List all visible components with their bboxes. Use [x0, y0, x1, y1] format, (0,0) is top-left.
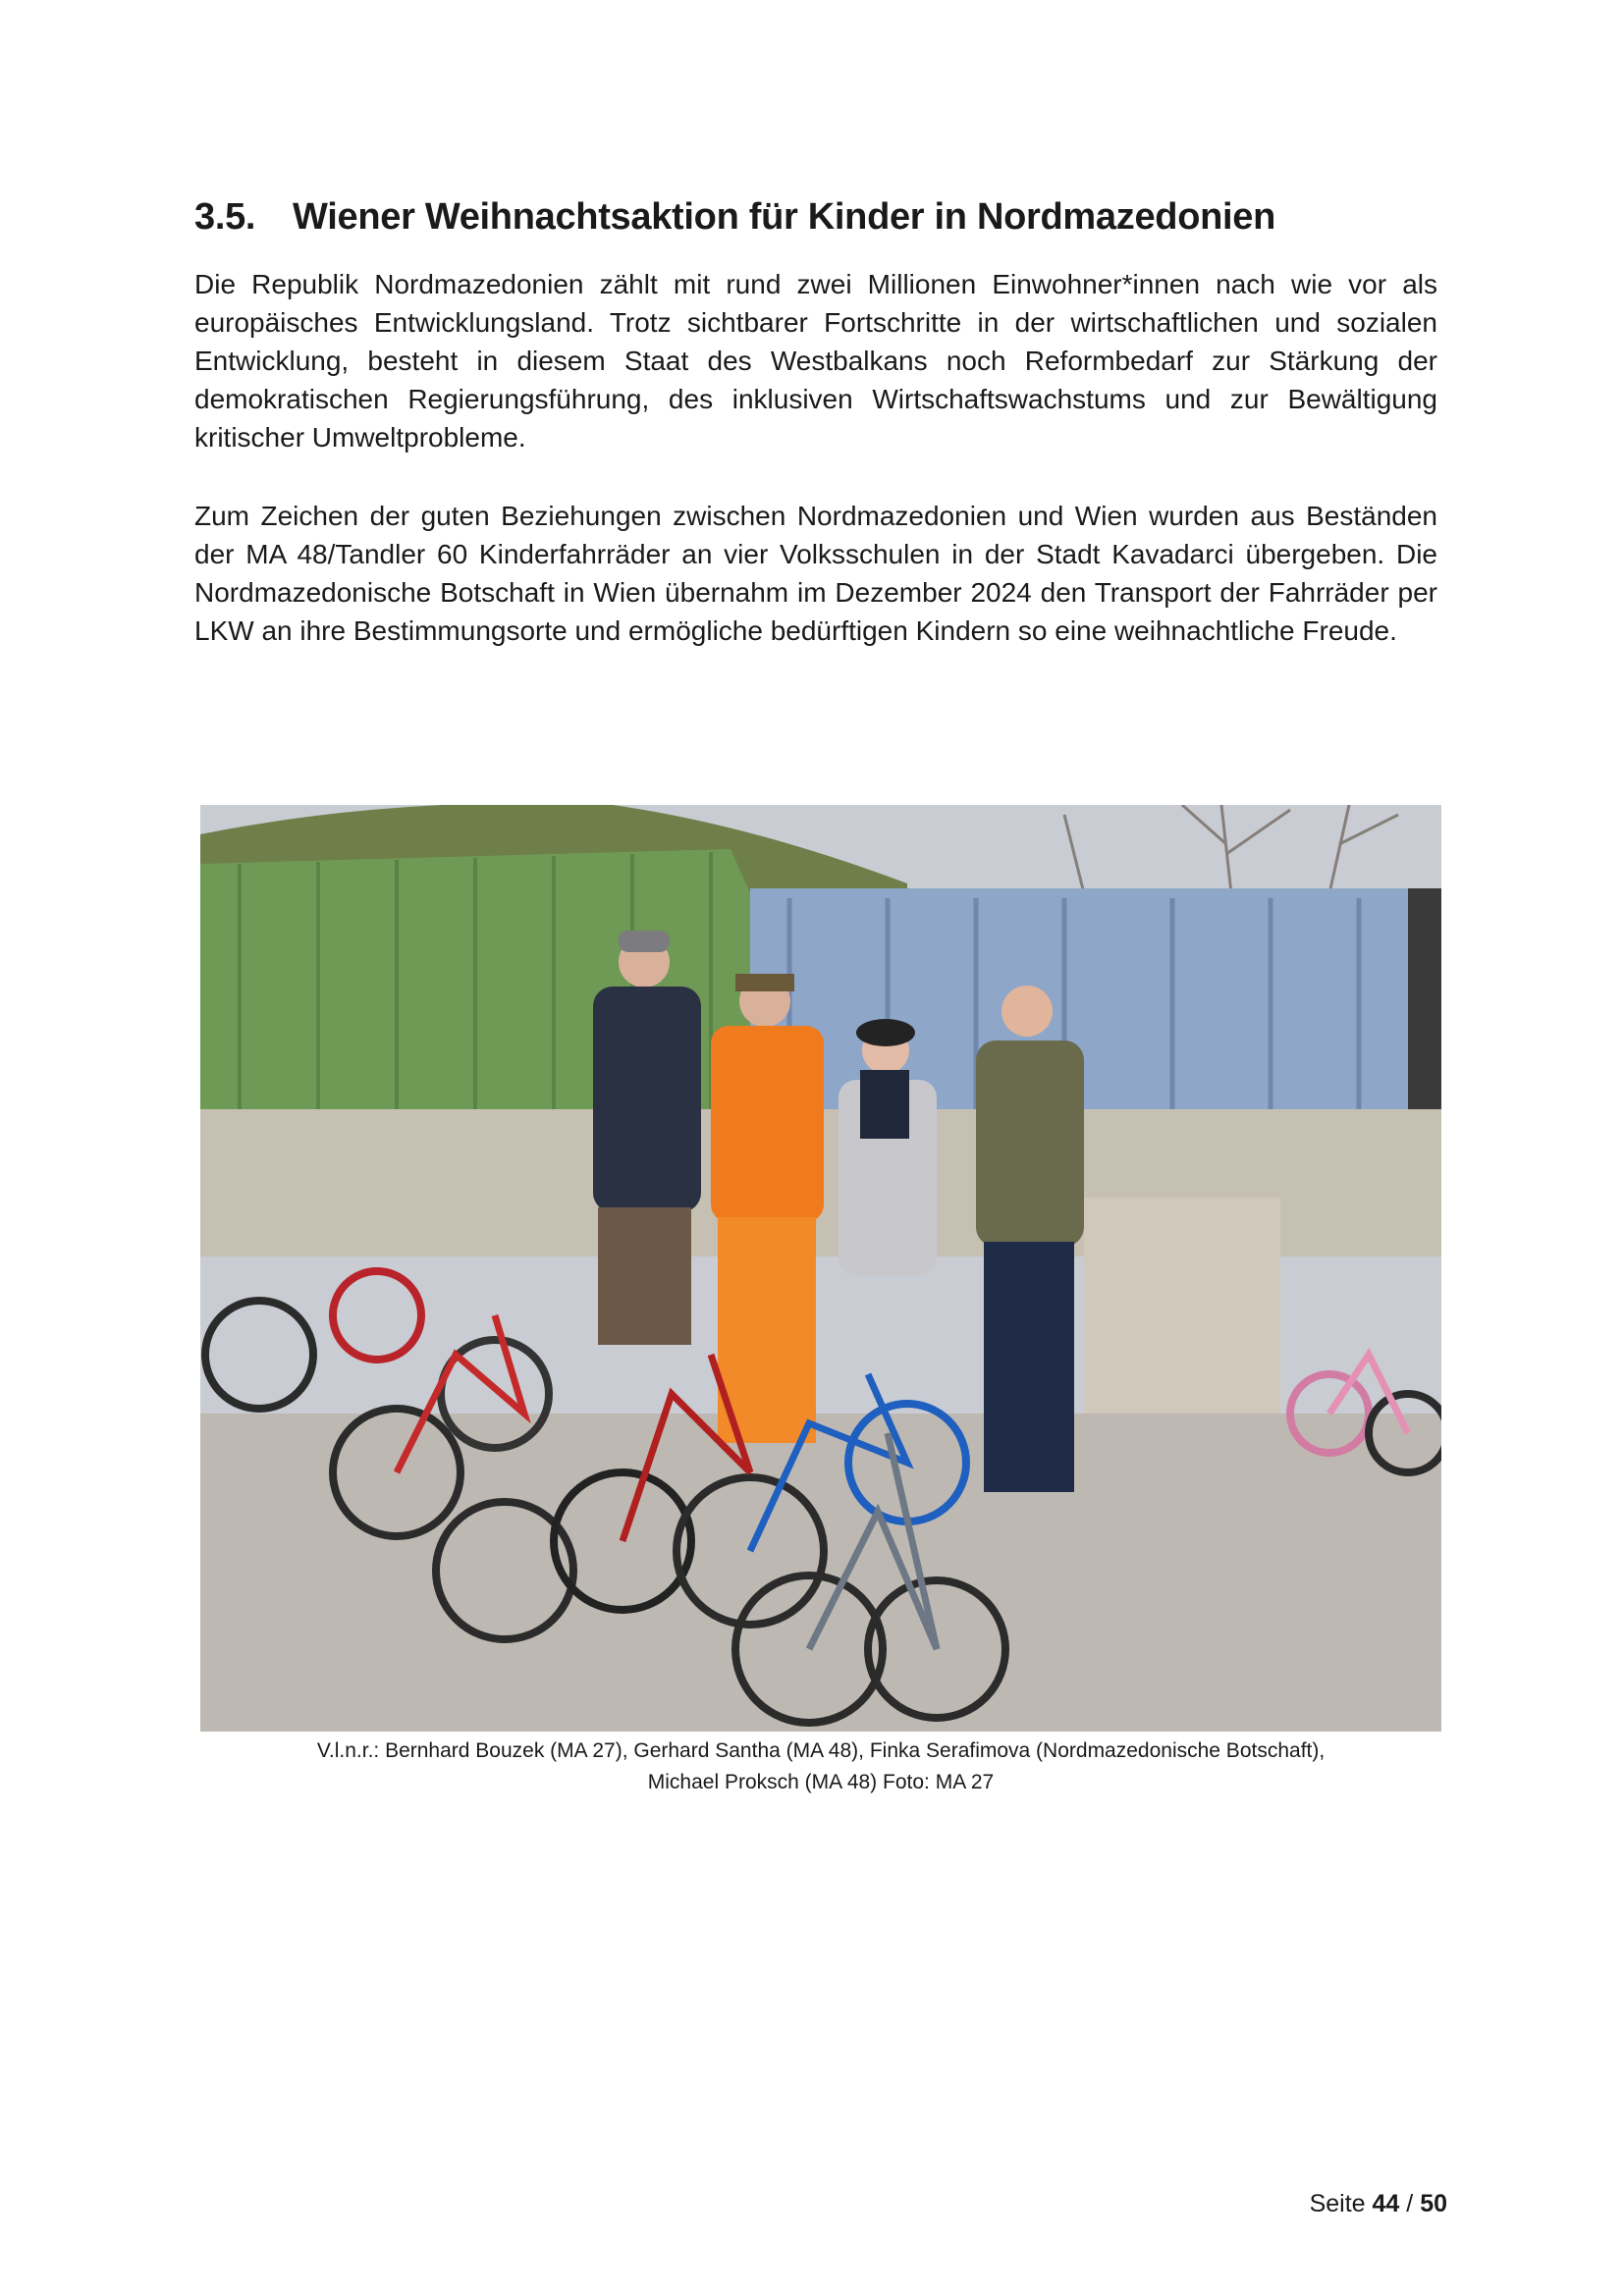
paragraph-2: Zum Zeichen der guten Beziehungen zwischen Nordmazedonien und Wien wurden aus Beständen der MA 48/Tandler 60 Kinderfahrräder an vier Volksschulen in der Stadt Kavadarci übergeben. Die Nordmazedonische Botschaft in Wien übernahm im Dezember 2024 den Transport der Fahrräder per LKW an ihre Bestimmungsorte und ermögliche bedürftigen Kindern so eine weihnachtliche Freude. — [194, 501, 1437, 646]
page-total: 50 — [1420, 2190, 1447, 2217]
page-footer — [1310, 2190, 1447, 2218]
section-heading — [194, 196, 1451, 239]
paragraph-1: Die Republik Nordmazedonien zählt mit rund zwei Millionen Einwohner*innen nach wie vor als europäisches Entwicklungsland. Trotz sichtbarer Fortschritte in der wirtschaftlichen und sozialen Entwicklung, besteht in diesem Staat des Westbalkans noch Reformbedarf zur Stärkung der demokratischen Regierungsführung, des inklusiven Wirtschaftswachstums und zur Bewältigung kritischer Umweltprobleme. — [194, 269, 1437, 453]
section-number: 3.5. — [194, 196, 256, 238]
photo-bike-handover — [200, 805, 1441, 1732]
photo-caption — [200, 1735, 1441, 1798]
page-current: 44 — [1372, 2190, 1400, 2217]
caption-line-1: V.l.n.r.: Bernhard Bouzek (MA 27), Gerhard Santha (MA 48), Finka Serafimova (Nordmazedonische Botschaft), — [316, 1739, 1326, 1762]
page-label: Seite — [1309, 2190, 1366, 2217]
section-title: Wiener Weihnachtsaktion für Kinder in Nordmazedonien — [293, 196, 1276, 238]
page-separator: / — [1406, 2190, 1414, 2217]
caption-line-2: Michael Proksch (MA 48) Foto: MA 27 — [647, 1771, 995, 1793]
